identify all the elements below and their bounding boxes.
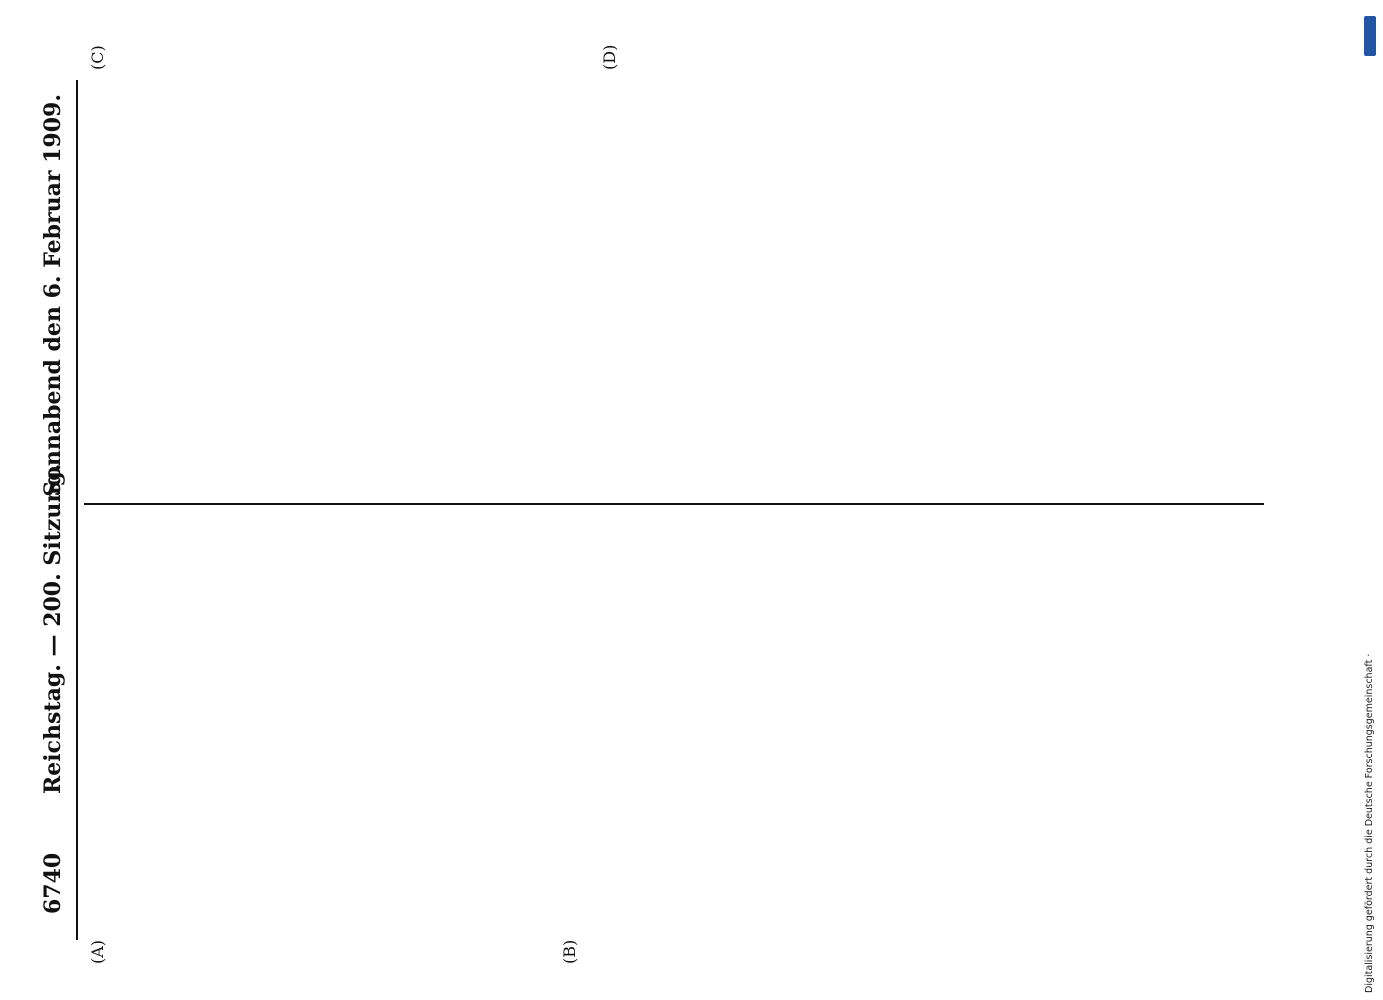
text-column-left	[88, 513, 1258, 918]
text-column-right	[88, 87, 1258, 492]
header-date: Sonnabend den 6. Februar 1909.	[40, 94, 66, 497]
margin-marker-c: (C)	[88, 45, 107, 70]
margin-marker-d: (D)	[600, 44, 619, 70]
digitization-credit	[1364, 8, 1378, 993]
margin-marker-b: (B)	[560, 939, 579, 964]
column-divider	[84, 503, 1264, 505]
page-header	[36, 94, 76, 914]
page-number: 6740	[40, 852, 66, 914]
credit-text: Digitalisierung gefördert durch die Deutsche Forschungsgemeinschaft ·	[1364, 653, 1375, 993]
header-title: Reichstag. — 200. Sitzung.	[40, 463, 66, 794]
header-rule	[76, 80, 78, 940]
margin-marker-a: (A)	[88, 939, 107, 964]
